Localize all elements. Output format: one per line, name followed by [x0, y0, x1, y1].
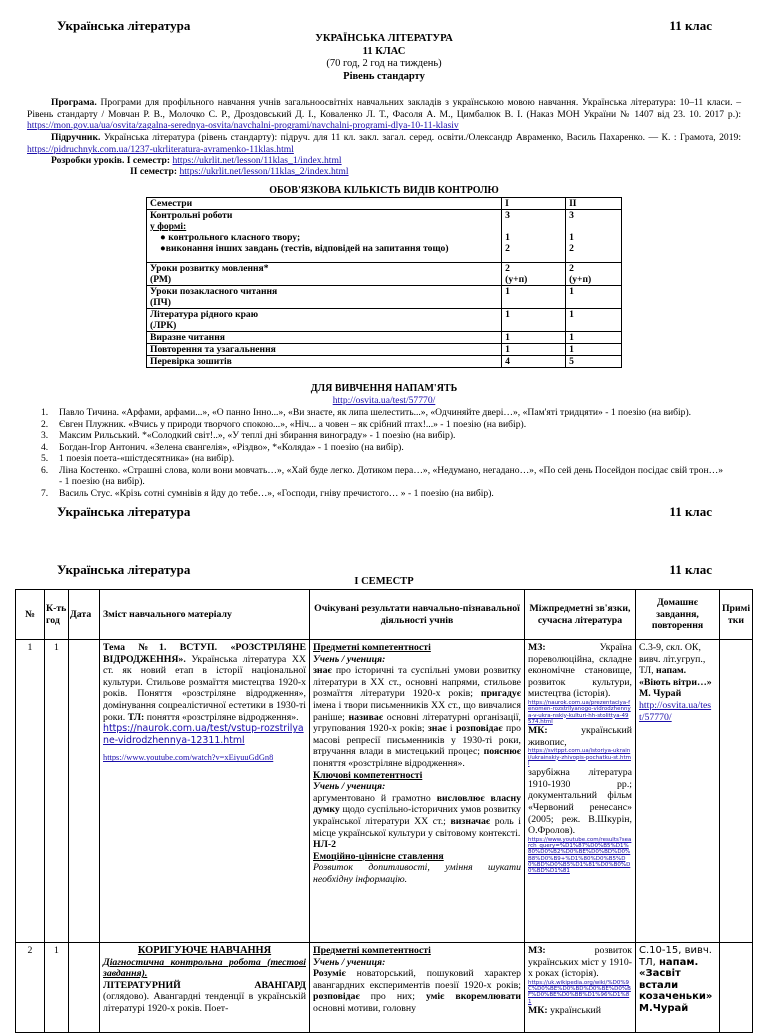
memo-item-text: Богдан-Ігор Антонич. «Зелена євангелія», «Різдво», *«Коляда» - 1 поезію (на вибір). [59, 441, 404, 453]
footer-grade: 11 клас [669, 504, 712, 519]
control-row-v2: 5 [566, 356, 622, 368]
text: новаторський, пошуковий характер авангардних експериментів поезії 1920-х років; [313, 968, 521, 991]
verb: розповідає [455, 723, 503, 735]
row2-title: КОРИГУЮЧЕ НАВЧАННЯ [137, 945, 272, 956]
control-row-v1: 1 [502, 332, 566, 344]
control-head-semesters: Семестри [147, 198, 502, 210]
control-row-label: Перевірка зошитів [147, 356, 502, 368]
mz-label: МЗ: [528, 945, 546, 956]
control-row-kr [147, 210, 622, 263]
row1-links [525, 640, 636, 943]
row2-notes [720, 943, 753, 1033]
control-lrk-v2: 1 [566, 309, 622, 332]
semester-title: І СЕМЕСТР [354, 576, 414, 587]
program-link[interactable]: https://mon.gov.ua/ua/osvita/zagalna-serednya-osvita/navchalni-programi/navchalni-programi-dlya-10-11-klasiv [27, 120, 459, 131]
row1-notes [720, 640, 753, 943]
control-rm-v1b: 2 [569, 263, 574, 274]
mz-label: МЗ: [528, 642, 546, 653]
row1-hw-link[interactable]: http://osvita.ua/test/57770/ [639, 699, 712, 723]
control-pch-label1: Уроки позакласного читання [150, 286, 278, 297]
verb: знає [427, 723, 447, 735]
row1-mk-link2[interactable]: https://www.youtube.com/results?search_query=%D1%87%D0%B5%D1%80%D0%B2%D0%BE%D0%BD%D0%B8%D0%B9+%D1%80%D0%B5%D0%BD%D0%B5%D1%81%D0%B0%D0%BD%D1%81 [528, 836, 632, 875]
textbook-link[interactable]: https://pidruchnyk.com.ua/1237-ukrliteratura-avramenko-11klas.html [27, 143, 294, 155]
row2-homework [636, 943, 720, 1033]
control-kr-v1: 3 [505, 210, 510, 221]
text: основні мотиви, головну [313, 1002, 417, 1014]
row1-number: 1 [16, 640, 45, 943]
control-table [146, 197, 622, 368]
row1-student: Учень / учениця: [313, 653, 386, 665]
row2-lit-line [103, 980, 306, 992]
control-lrk-label2: (ЛРК) [150, 320, 177, 331]
verb: називає [348, 711, 384, 723]
lessons-semester-1 [51, 155, 342, 167]
lessons1-label: Розробки уроків. І семестр: [51, 155, 171, 166]
memo-item-number: 7. [41, 487, 49, 499]
control-row-simple [147, 332, 622, 344]
row1-hours: 1 [45, 640, 69, 943]
head-notes: Примітки [720, 590, 753, 640]
head-links: Міжпредметні зв'язки, сучасна література [525, 590, 636, 640]
control-row-label: Виразне читання [147, 332, 502, 344]
document-title-block [0, 33, 768, 83]
control-head-2: ІІ [566, 198, 622, 210]
row1-link2[interactable]: https://www.youtube.com/watch?v=xEiyuuGdGn8 [103, 753, 274, 763]
control-kr-values-1 [502, 210, 566, 263]
row1-tl-label: ТЛ: [127, 711, 145, 723]
memo-item [15, 442, 727, 454]
verb: пояснює [483, 746, 521, 758]
memo-item [15, 407, 727, 419]
lit-right: АВАНГАРД [254, 979, 306, 991]
row2-results-text [313, 968, 521, 1014]
row2-hours: 1 [45, 943, 69, 1033]
running-header-grade: 11 клас [669, 18, 712, 33]
footer-title: Українська література [57, 504, 191, 519]
memo-item-text: Павло Тичина. «Арфами, арфами...», «О панно Інно...», «Ви знаєте, як липа шелестить...», «Одчиняйте двері…», «Пам'яті тридцяти» - 1 поезію (на вибір). [59, 407, 692, 418]
mk-text: український [550, 1004, 602, 1016]
program-label: Програма. [51, 97, 97, 108]
control-head-row [147, 198, 622, 210]
row1-topic-body: Українська література ХХ ст. як новий етап в історії національної культури. Стильове розмаїття мистецтва 1920-х років. Поняття «розстріляне відродження», домінування соцреалістичної естетики в 1930-ті роки. [103, 653, 307, 723]
control-kr-v1b: 3 [569, 210, 574, 221]
mk-label: МК: [528, 725, 548, 737]
head-results: Очікувані результати навчально-пізнавальної діяльності учнів [310, 590, 525, 640]
text: імена і твори письменників ХХ ст., що вивчалися раніше; [313, 699, 521, 723]
verb: розповідає [313, 991, 360, 1003]
document-level: Рівень стандарту [343, 70, 425, 82]
row2-diag: Діагностична контрольна робота (тестові завдання). [103, 956, 306, 980]
row2-results [310, 943, 525, 1033]
control-row-simple [147, 356, 622, 368]
verb: Розуміє [313, 968, 346, 980]
mk-label: МК: [528, 1004, 548, 1016]
control-pch-label2: (ПЧ) [150, 297, 171, 308]
hw-text: С.3-9, скл. ОК, вивч. літ.угруп., ТЛ, [639, 642, 706, 677]
control-kr-values-2 [566, 210, 622, 263]
row1-key-head: Ключові компетентності [313, 769, 423, 781]
memo-item-number: 4. [41, 441, 49, 453]
row2-mz-link[interactable]: https://uk.wikipedia.org/wiki/%D0%9C%D0%BE%D0%BD%D0%BE%D0%BF%D0%BE%D0%BB%D1%96%D1%81 [528, 979, 631, 1005]
mz-text: розвиток українських міст у 1910-х роках (історія). [528, 945, 632, 980]
control-kr-form: у формі: [150, 221, 187, 232]
control-pch-v2: 1 [566, 286, 622, 309]
memo-item-text: 1 поезія поета-«шістдесятника» (на вибір). [59, 453, 235, 464]
control-row-v1: 4 [502, 356, 566, 368]
head-hours: К-ть год [45, 590, 69, 640]
control-row-v2: 1 [566, 332, 622, 344]
memo-item [15, 430, 727, 442]
program-paragraph [27, 97, 741, 132]
row1-topic-lead: Тема №1. ВСТУП. «РОЗСТРІЛЯНЕ ВІДРОДЖЕННЯ». [103, 642, 306, 665]
control-kr-item1-text: контрольного класного твору; [168, 232, 301, 243]
memo-item [15, 465, 727, 488]
verb: знає [313, 665, 332, 677]
control-kr-v3: 2 [505, 243, 510, 254]
control-kr-v3b: 2 [569, 243, 574, 254]
plan-head-row [16, 590, 753, 640]
row1-subject-head: Предметні компетентності [313, 642, 431, 653]
row1-student2: Учень / учениця: [313, 781, 386, 793]
memo-link-wrap [0, 395, 768, 406]
row2-number: 2 [16, 943, 45, 1033]
lesson-plan-table [15, 589, 753, 1033]
page2-header-grade: 11 клас [669, 562, 712, 577]
head-date: Дата [69, 590, 100, 640]
memo-link[interactable]: http://osvita.ua/test/57770/ [332, 395, 436, 406]
memo-title: ДЛЯ ВИВЧЕННЯ НАПАМ'ЯТЬ [310, 383, 458, 394]
control-kr-item2-text: виконання інших завдань (тестів, відповідей на запитання тощо) [165, 243, 449, 254]
memo-item [15, 488, 727, 500]
text: роль і місце української культури у світовому контексті. [313, 815, 522, 839]
textbook-text: Українська література (рівень стандарту): підруч. для 11 кл. закл. загал. серед. освіти./Олександр Авраменко, Василь Пахаренко. — К. : Грамота, 2019: [103, 132, 741, 143]
control-kr-v2: 1 [505, 232, 510, 243]
row2-student: Учень / учениця: [313, 956, 386, 968]
page2-header-title: Українська література [57, 562, 191, 577]
row1-content [100, 640, 310, 943]
control-row-simple [147, 344, 622, 356]
row1-nl: НЛ-2 [313, 839, 337, 851]
row1-homework [636, 640, 720, 943]
verb: пригадує [480, 688, 522, 700]
lessons2-label: ІІ семестр: [130, 166, 178, 177]
control-rm-v2b: (у+п) [569, 274, 592, 285]
control-row-label: Повторення та узагальнення [147, 344, 502, 356]
head-homework: Домашнє завдання, повторення [636, 590, 720, 640]
memo-list [15, 407, 727, 499]
row2-links [525, 943, 636, 1033]
row1-results-text [313, 665, 521, 769]
lessons1-link[interactable]: https://ukrlit.net/lesson/11klas_1/index.html [172, 155, 342, 166]
document-title: УКРАЇНСЬКА ЛІТЕРАТУРА [315, 33, 453, 44]
row1-key-text [313, 793, 521, 839]
control-kr-title: Контрольні роботи [150, 210, 233, 221]
verb: визначає [450, 815, 491, 827]
textbook-paragraph [27, 132, 741, 155]
row1-results [310, 640, 525, 943]
text: про історичні та суспільні умови розвитку літератури в ХХ ст., основні напрями, стильове розмаїття літератури 1920-х років; [313, 665, 522, 700]
row1-emo-text: Розвиток допитливості, уміння шукати необхідну інформацію. [313, 862, 521, 885]
document-grade: 11 КЛАС [362, 45, 406, 57]
control-row-v1: 1 [502, 344, 566, 356]
plan-row-2 [16, 943, 753, 1033]
mk-text: український живопис, [528, 725, 632, 748]
control-lrk-v1: 1 [502, 309, 566, 332]
text: основні літературні організації, угрупования 1920-х років; [313, 711, 521, 735]
hw-bold: напам. «Засвіт встали козаченьки» М.Чурай [639, 956, 713, 1014]
plan-row-1 [16, 640, 753, 943]
control-row-lrk [147, 309, 622, 332]
row1-link1[interactable]: https://naurok.com.ua/test/vstup-rozstrilyane-vidrodzhennya-12311.html [103, 723, 304, 746]
row1-hw-link-wrap [639, 700, 716, 723]
control-row-pch [147, 286, 622, 309]
row1-link2-wrap [103, 752, 306, 764]
memo-item-number: 1. [41, 407, 49, 418]
document-hours: (70 год, 2 год на тиждень) [326, 58, 442, 69]
control-row-rm [147, 263, 622, 286]
text: і [449, 723, 453, 735]
lessons2-link[interactable]: https://ukrlit.net/lesson/11klas_2/index.html [179, 166, 349, 177]
memo-item-number: 2. [41, 418, 49, 430]
control-head-1: І [502, 198, 566, 210]
control-title: ОБОВ'ЯЗКОВА КІЛЬКІСТЬ ВИДІВ КОНТРОЛЮ [269, 185, 499, 196]
control-row-v2: 1 [566, 344, 622, 356]
control-kr-item2: ●виконання інших завдань (тестів, відповідей на запитання тощо) [160, 243, 449, 254]
row1-mz-link[interactable]: https://naurok.com.ua/prezentaciya-fenomen-rozstrilyanogo-vidrodzhennya-v-ukra-nskiy-kulturi-hh-stolittya-49574.html [528, 699, 631, 725]
text: аргументовано й грамотно [313, 792, 431, 804]
hw-text: С.10-15, вивч. ТЛ, [639, 945, 712, 968]
head-number: № [16, 590, 45, 640]
textbook-label: Підручник. [51, 132, 101, 143]
program-text: Програми для профільного навчання учнів загальноосвітніх навчальних закладів з українською мовою навчання. Українська література: 10–11 класи. – Рівень стандарту / Мовчан Р. В., Молочко С. Р., Дроздовський Д. І., Коваленко Л. Т., Фасоля А. М., Цимбалюк В. І. (Наказ МОН України № 1407 від 23. 10. 2017 р.): [27, 97, 741, 120]
control-rm-label1: Уроки розвитку мовлення* [150, 263, 269, 274]
row2-content [100, 943, 310, 1033]
control-kr-label [147, 210, 502, 263]
row2-subject-head: Предметні компетентності [313, 945, 431, 956]
text: поняття «розстріляне відродження». [313, 757, 465, 769]
memo-item-number: 5. [41, 453, 49, 464]
control-lrk-label1: Література рідного краю [150, 309, 259, 320]
text: про них; [370, 991, 415, 1003]
hw-bold: напам. «Віють вітри…» М. Чурай [639, 665, 712, 700]
mk-text2: зарубіжна література 1910-1930 рр.; документальний фільм «Червоний ренесанс» (2005; реж. В.Шкурін, О.Фролов). [528, 767, 632, 837]
memo-item [15, 419, 727, 431]
memo-item-number: 3. [41, 430, 49, 441]
row1-emo-head: Емоційно-ціннісне ставлення [313, 850, 444, 862]
memo-item-text: Максим Рильський. *«Солодкий світ!..», «У теплі дні збирання винограду» - 1 поезію (на вибір). [59, 430, 456, 441]
memo-item [15, 453, 727, 465]
control-kr-item1: ● контрольного класного твору; [160, 232, 301, 243]
memo-item-text: Василь Стус. «Крізь сотні сумнівів я йду до тебе…», «Господи, гніву пречистого… » - 1 поезію (на вибір). [59, 487, 494, 499]
row2-body: (оглядово). Авангардні тенденції в українській літературі 1920-х років. Поет- [103, 991, 306, 1014]
mz-text: Україна пореволюційна, складне економічне становище, розвиток культури, мистецтва (історія). [528, 642, 632, 700]
row1-date [69, 640, 100, 943]
memo-item-text: Ліна Костенко. «Страшні слова, коли вони мовчать…», «Хай буде легко. Дотиком пера…», «Недумано, негадано…», «По сей день Посейдон посідає свій трон…» - 1 поезію (на вибір). [59, 464, 723, 487]
running-header-title: Українська література [57, 18, 191, 33]
row1-mk-link1[interactable]: https://svitppt.com.ua/istoriya-ukraini/ukrainskiy-zhivopis-pochatku-st.html [528, 748, 631, 767]
control-pch-v1: 1 [502, 286, 566, 309]
verb: уміє вкоремлювати [425, 991, 521, 1003]
row1-link1-wrap [103, 723, 306, 746]
row2-date [69, 943, 100, 1033]
control-rm-v2: (у+п) [505, 274, 528, 285]
verb: висловлює власну думку [313, 792, 521, 816]
text: про масові репресії письменників у 1930-ті роки, втручання влади в мистецький процес; [313, 723, 521, 758]
head-content: Зміст навчального матеріалу [100, 590, 310, 640]
control-rm-v1: 2 [505, 263, 510, 274]
control-rm-label2: (РМ) [150, 274, 172, 285]
lessons-semester-2 [130, 166, 349, 178]
memo-item-text: Євген Плужник. «Вчись у природи творчого спокою...», «Ніч... а човен – як срібний птах!...» - 1 поезію (на вибір). [59, 418, 527, 430]
control-kr-v2b: 1 [569, 232, 574, 243]
lit-left: ЛІТЕРАТУРНИЙ [103, 979, 181, 991]
row1-tl-text: поняття «розстріляне відродження». [146, 711, 299, 723]
memo-item-number: 6. [41, 464, 49, 476]
text: щодо суспільно-історичних умов розвитку української літератури ХХ ст.; [313, 804, 521, 827]
